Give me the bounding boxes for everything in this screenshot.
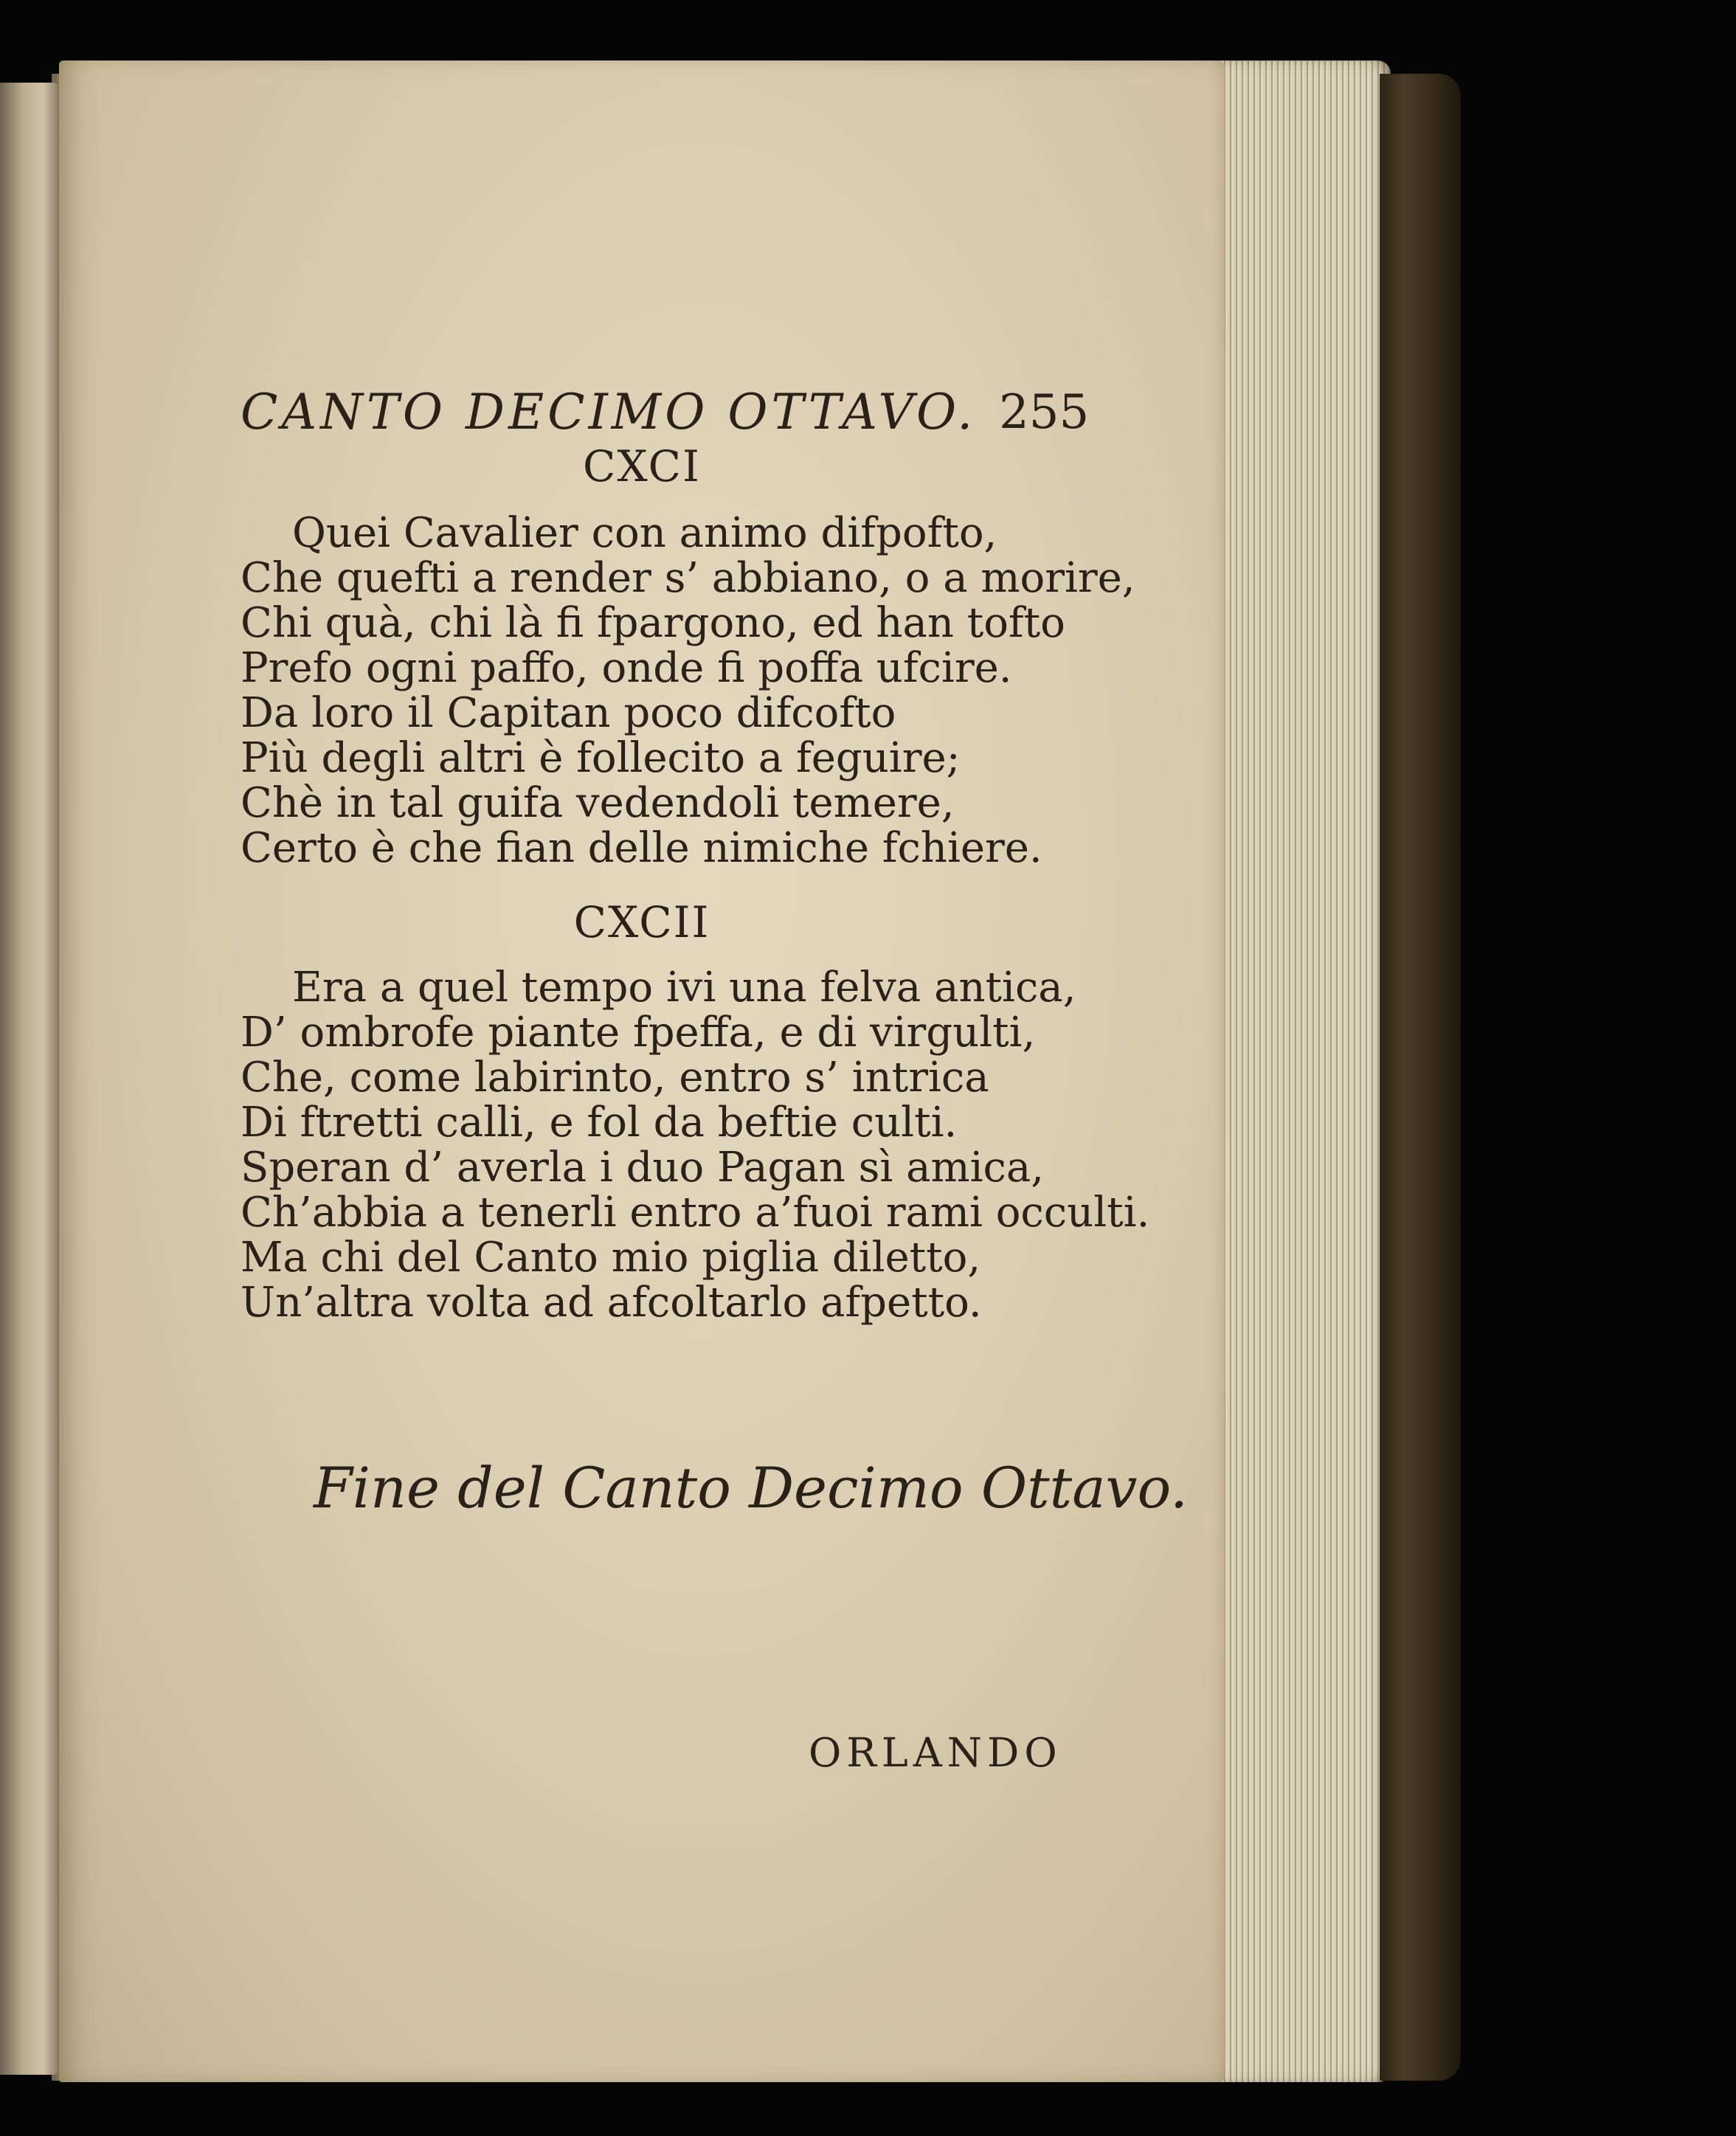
catchword: ORLANDO xyxy=(809,1729,1062,1776)
book-page xyxy=(59,61,1225,2082)
verse-line: Che quefti a render s’ abbiano, o a morire, xyxy=(241,554,1135,602)
stanza-cxcii xyxy=(241,965,1149,1325)
verse-line: Ma chi del Canto mio piglia diletto, xyxy=(241,1234,981,1282)
verse-line: Da loro il Capitan poco difcofto xyxy=(241,689,896,737)
verse-line: Era a quel tempo ivi una felva antica, xyxy=(292,964,1076,1012)
verse-line: Ch’abbia a tenerli entro a’fuoi rami occulti. xyxy=(241,1189,1150,1237)
verse-line: Di ftretti calli, e fol da beftie culti. xyxy=(241,1099,958,1147)
stanza-cxci xyxy=(241,511,1135,871)
verse-line: Speran d’ averla i duo Pagan sì amica, xyxy=(241,1144,1045,1192)
canto-end-line: Fine del Canto Decimo Ottavo. xyxy=(314,1455,1189,1521)
verse-line: Un’altra volta ad afcoltarlo afpetto. xyxy=(241,1279,982,1327)
verse-line: Che, come labirinto, entro s’ intrica xyxy=(241,1054,989,1102)
verse-line: Più degli altri è follecito a feguire; xyxy=(241,734,961,782)
verse-line: D’ ombrofe piante fpeffa, e di virgulti, xyxy=(241,1009,1036,1057)
verse-line: Prefo ogni paffo, onde fi poffa ufcire. xyxy=(241,644,1012,692)
page-block-edge xyxy=(1210,61,1391,2082)
verse-line: Quei Cavalier con animo difpofto, xyxy=(292,509,997,557)
verse-line: Certo è che fian delle nimiche fchiere. xyxy=(241,824,1042,872)
book-cover-edge xyxy=(1380,74,1461,2081)
page-number: 255 xyxy=(999,385,1090,440)
running-head: CANTO DECIMO OTTAVO. xyxy=(241,384,977,440)
verse-line: Chè in tal guifa vedendoli temere, xyxy=(241,779,955,827)
verse-line: Chi quà, chi là fi fpargono, ed han tofto xyxy=(241,599,1065,647)
stanza-number: CXCI xyxy=(583,441,701,491)
left-page-edge xyxy=(0,83,58,2075)
stanza-number: CXCII xyxy=(573,897,710,947)
